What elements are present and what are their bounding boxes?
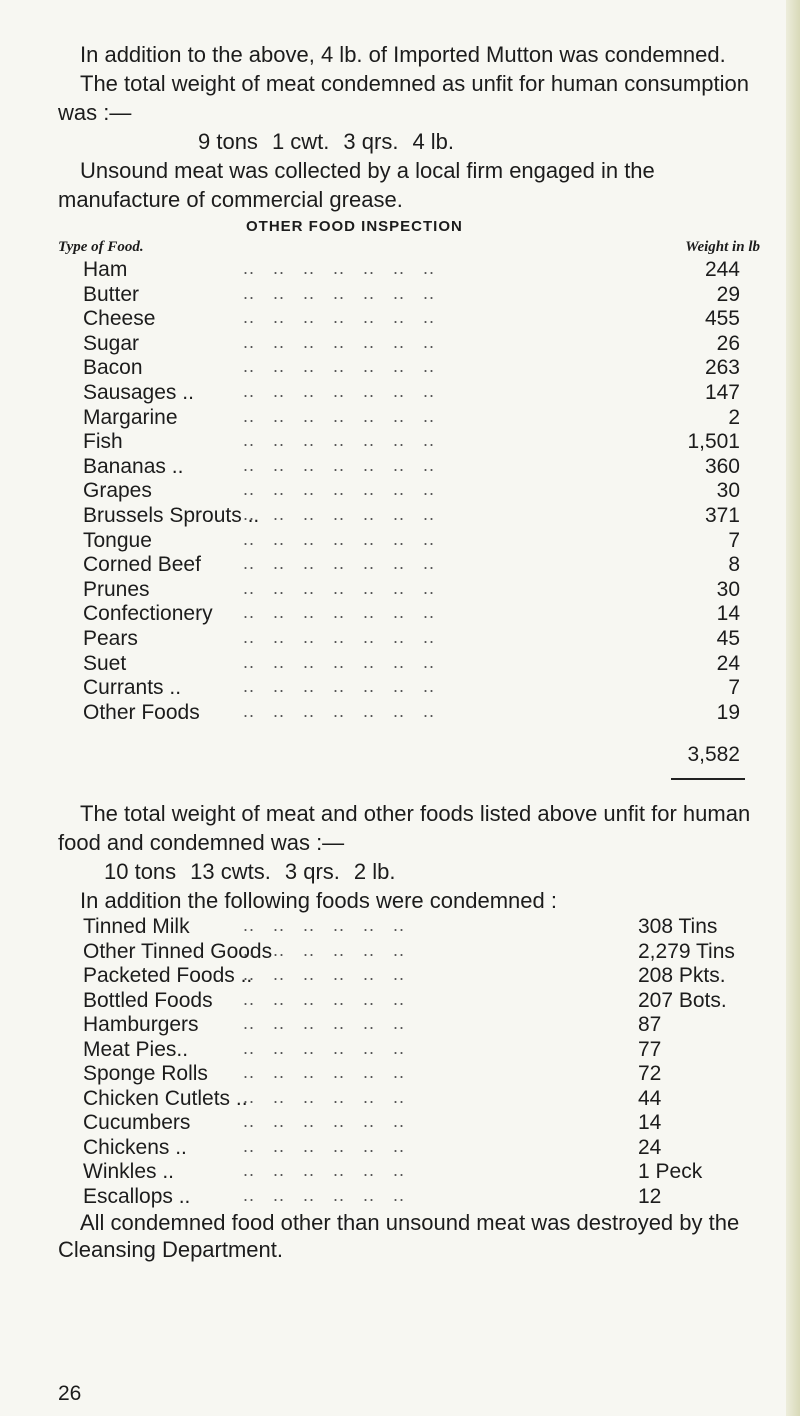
table-row [58, 430, 770, 455]
food-type: Margarine [83, 405, 178, 429]
leader-dots: .. .. .. .. .. .. .. [243, 553, 436, 574]
condemned-item-quantity: 12 [638, 1184, 662, 1208]
food-weight: 1,501 [687, 430, 740, 454]
section-heading: OTHER FOOD INSPECTION [246, 218, 463, 235]
leader-dots: .. .. .. .. .. .. .. [243, 528, 436, 549]
leader-dots: .. .. .. .. .. .. [243, 1037, 406, 1058]
condemned-item-name: Winkles .. [83, 1160, 175, 1184]
food-type: Sugar [83, 331, 140, 355]
total-underline [671, 778, 745, 780]
food-table [58, 258, 770, 725]
food-type: Corned Beef [83, 553, 201, 577]
middle-paragraph-1: The total weight of meat and other foods listed above unfit for human food and condemned was :— [58, 801, 751, 856]
food-weight: 2 [728, 405, 740, 429]
table-row [58, 602, 770, 627]
table-header [58, 236, 770, 258]
food-weight: 8 [728, 553, 740, 577]
table-row [58, 652, 770, 677]
food-weight: 29 [716, 282, 740, 306]
table-row [58, 627, 770, 652]
leader-dots: .. .. .. .. .. .. [243, 1184, 406, 1205]
condemned-item-name: Other Tinned Goods [83, 939, 273, 963]
food-weight: 263 [704, 356, 740, 380]
list-item [58, 1160, 770, 1185]
condemned-item-name: Sponge Rolls [83, 1062, 208, 1086]
intro-paragraph-3: Unsound meat was collected by a local firm engaged in the manufacture of commercial grease. [58, 158, 655, 212]
condemned-item-name: Chicken Cutlets .. [83, 1086, 248, 1110]
leader-dots: .. .. .. .. .. .. [243, 1135, 406, 1156]
food-type: Butter [83, 282, 140, 306]
leader-dots: .. .. .. .. .. .. [243, 1111, 406, 1132]
table-row [58, 578, 770, 603]
list-item [58, 1038, 770, 1063]
condemned-item-quantity: 77 [638, 1037, 662, 1061]
total-weight-qrs: 3 qrs. [284, 859, 340, 885]
leader-dots: .. .. .. .. .. .. [243, 988, 406, 1009]
table-row [58, 406, 770, 431]
food-type: Sausages .. [83, 380, 194, 404]
condemned-item-name: Escallops .. [83, 1184, 191, 1208]
table-row [58, 529, 770, 554]
food-type: Cheese [83, 307, 156, 331]
weight-qrs: 3 qrs. [343, 129, 399, 154]
list-item [58, 1087, 770, 1112]
document-page [58, 40, 770, 1263]
food-weight: 24 [716, 651, 740, 675]
total-weight-cwts: 13 cwts. [190, 859, 271, 885]
condemned-item-quantity: 44 [638, 1086, 662, 1110]
table-row [58, 701, 770, 726]
leader-dots: .. .. .. .. .. .. .. [243, 700, 436, 721]
food-weight: 14 [716, 602, 740, 626]
table-row [58, 479, 770, 504]
food-weight: 30 [716, 479, 740, 503]
leader-dots: .. .. .. .. .. .. .. [243, 602, 436, 623]
food-weight: 371 [704, 503, 740, 527]
food-type: Pears [83, 626, 138, 650]
condemned-item-name: Cucumbers [83, 1111, 191, 1135]
leader-dots: .. .. .. .. .. .. .. [243, 307, 436, 328]
page-number: 26 [58, 1382, 82, 1405]
food-weight: 244 [704, 258, 740, 281]
leader-dots: .. .. .. .. .. .. .. [243, 577, 436, 598]
table-row [58, 332, 770, 357]
condemned-item-quantity: 2,279 Tins [638, 939, 735, 963]
food-type: Other Foods [83, 700, 200, 724]
list-item [58, 1185, 770, 1210]
condemned-item-quantity: 87 [638, 1013, 662, 1037]
leader-dots: .. .. .. .. .. .. [243, 1160, 406, 1181]
food-type: Prunes [83, 577, 150, 601]
leader-dots: .. .. .. .. .. .. .. [243, 676, 436, 697]
condemned-item-quantity: 208 Pkts. [638, 964, 726, 988]
column-header-weight: Weight in lb [685, 239, 760, 255]
leader-dots: .. .. .. .. .. .. .. [243, 651, 436, 672]
condemned-item-quantity: 1 Peck [638, 1160, 703, 1184]
leader-dots: .. .. .. .. .. .. .. [243, 282, 436, 303]
intro-paragraph-2: The total weight of meat condemned as unfit for human consumption was :— [58, 71, 749, 125]
condemned-item-quantity: 24 [638, 1135, 662, 1159]
condemned-item-name: Meat Pies.. [83, 1037, 189, 1061]
leader-dots: .. .. .. .. .. .. [243, 1086, 406, 1107]
condemned-item-name: Hamburgers [83, 1013, 199, 1037]
table-row [58, 381, 770, 406]
food-weight: 19 [716, 700, 740, 724]
weight-cwt: 1 cwt. [271, 129, 330, 154]
food-type: Confectionery [83, 602, 213, 626]
table-row [58, 307, 770, 332]
condemned-item-name: Packeted Foods .. [83, 964, 253, 988]
condemned-item-quantity: 207 Bots. [638, 988, 727, 1012]
food-weight: 360 [704, 454, 740, 478]
food-type: Grapes [83, 479, 152, 503]
leader-dots: .. .. .. .. .. .. [243, 939, 406, 960]
table-row [58, 455, 770, 480]
leader-dots: .. .. .. .. .. .. [243, 964, 406, 985]
leader-dots: .. .. .. .. .. .. [243, 1062, 406, 1083]
table-total-value: 3,582 [687, 743, 740, 767]
food-type: Fish [83, 430, 123, 454]
middle-paragraph-2: In addition the following foods were condemned : [80, 888, 557, 914]
food-weight: 45 [716, 626, 740, 650]
total-weight-tons: 10 tons [104, 859, 177, 885]
table-row [58, 553, 770, 578]
table-row [58, 676, 770, 701]
food-type: Ham [83, 258, 128, 281]
weight-tons: 9 tons [198, 129, 258, 154]
list-item [58, 940, 770, 965]
condemned-item-quantity: 14 [638, 1111, 662, 1135]
table-row [58, 356, 770, 381]
leader-dots: .. .. .. .. .. .. .. [243, 380, 436, 401]
leader-dots: .. .. .. .. .. .. .. [243, 430, 436, 451]
leader-dots: .. .. .. .. .. .. .. [243, 356, 436, 377]
list-item [58, 1136, 770, 1161]
food-type: Tongue [83, 528, 152, 552]
list-item [58, 1013, 770, 1038]
list-item [58, 964, 770, 989]
food-type: Suet [83, 651, 127, 675]
table-row [58, 258, 770, 283]
weight-lb: 4 lb. [412, 129, 455, 154]
condemned-item-name: Tinned Milk [83, 915, 190, 939]
page-edge-shadow [786, 0, 800, 1416]
closing-paragraph: All condemned food other than unsound meat was destroyed by the Cleansing Department. [58, 1210, 740, 1263]
leader-dots: .. .. .. .. .. .. [243, 915, 406, 936]
leader-dots: .. .. .. .. .. .. .. [243, 454, 436, 475]
food-type: Brussels Sprouts .. [83, 503, 260, 527]
food-weight: 7 [728, 676, 740, 700]
food-type: Currants .. [83, 676, 182, 700]
leader-dots: .. .. .. .. .. .. .. [243, 626, 436, 647]
leader-dots: .. .. .. .. .. .. .. [243, 503, 436, 524]
intro-paragraph-1: In addition to the above, 4 lb. of Imported Mutton was condemned. [80, 42, 726, 67]
condemned-list [58, 915, 770, 1209]
leader-dots: .. .. .. .. .. .. .. [243, 258, 436, 278]
table-total-row [58, 725, 770, 781]
total-weight-lb: 2 lb. [353, 859, 396, 885]
table-row [58, 504, 770, 529]
condemned-item-name: Bottled Foods [83, 988, 213, 1012]
table-row [58, 283, 770, 308]
list-item [58, 989, 770, 1014]
food-weight: 147 [704, 380, 740, 404]
leader-dots: .. .. .. .. .. .. .. [243, 405, 436, 426]
food-type: Bacon [83, 356, 143, 380]
condemned-item-name: Chickens .. [83, 1135, 187, 1159]
leader-dots: .. .. .. .. .. .. .. [243, 479, 436, 500]
food-weight: 30 [716, 577, 740, 601]
total-weight-line [58, 857, 770, 886]
meat-weight-line [58, 127, 770, 156]
condemned-item-quantity: 308 Tins [638, 915, 718, 939]
list-item [58, 1111, 770, 1136]
column-header-type: Type of Food. [58, 239, 144, 255]
leader-dots: .. .. .. .. .. .. [243, 1013, 406, 1034]
food-weight: 7 [728, 528, 740, 552]
leader-dots: .. .. .. .. .. .. .. [243, 331, 436, 352]
food-weight: 455 [704, 307, 740, 331]
list-item [58, 915, 770, 940]
food-type: Bananas .. [83, 454, 184, 478]
list-item [58, 1062, 770, 1087]
condemned-item-quantity: 72 [638, 1062, 662, 1086]
food-weight: 26 [716, 331, 740, 355]
